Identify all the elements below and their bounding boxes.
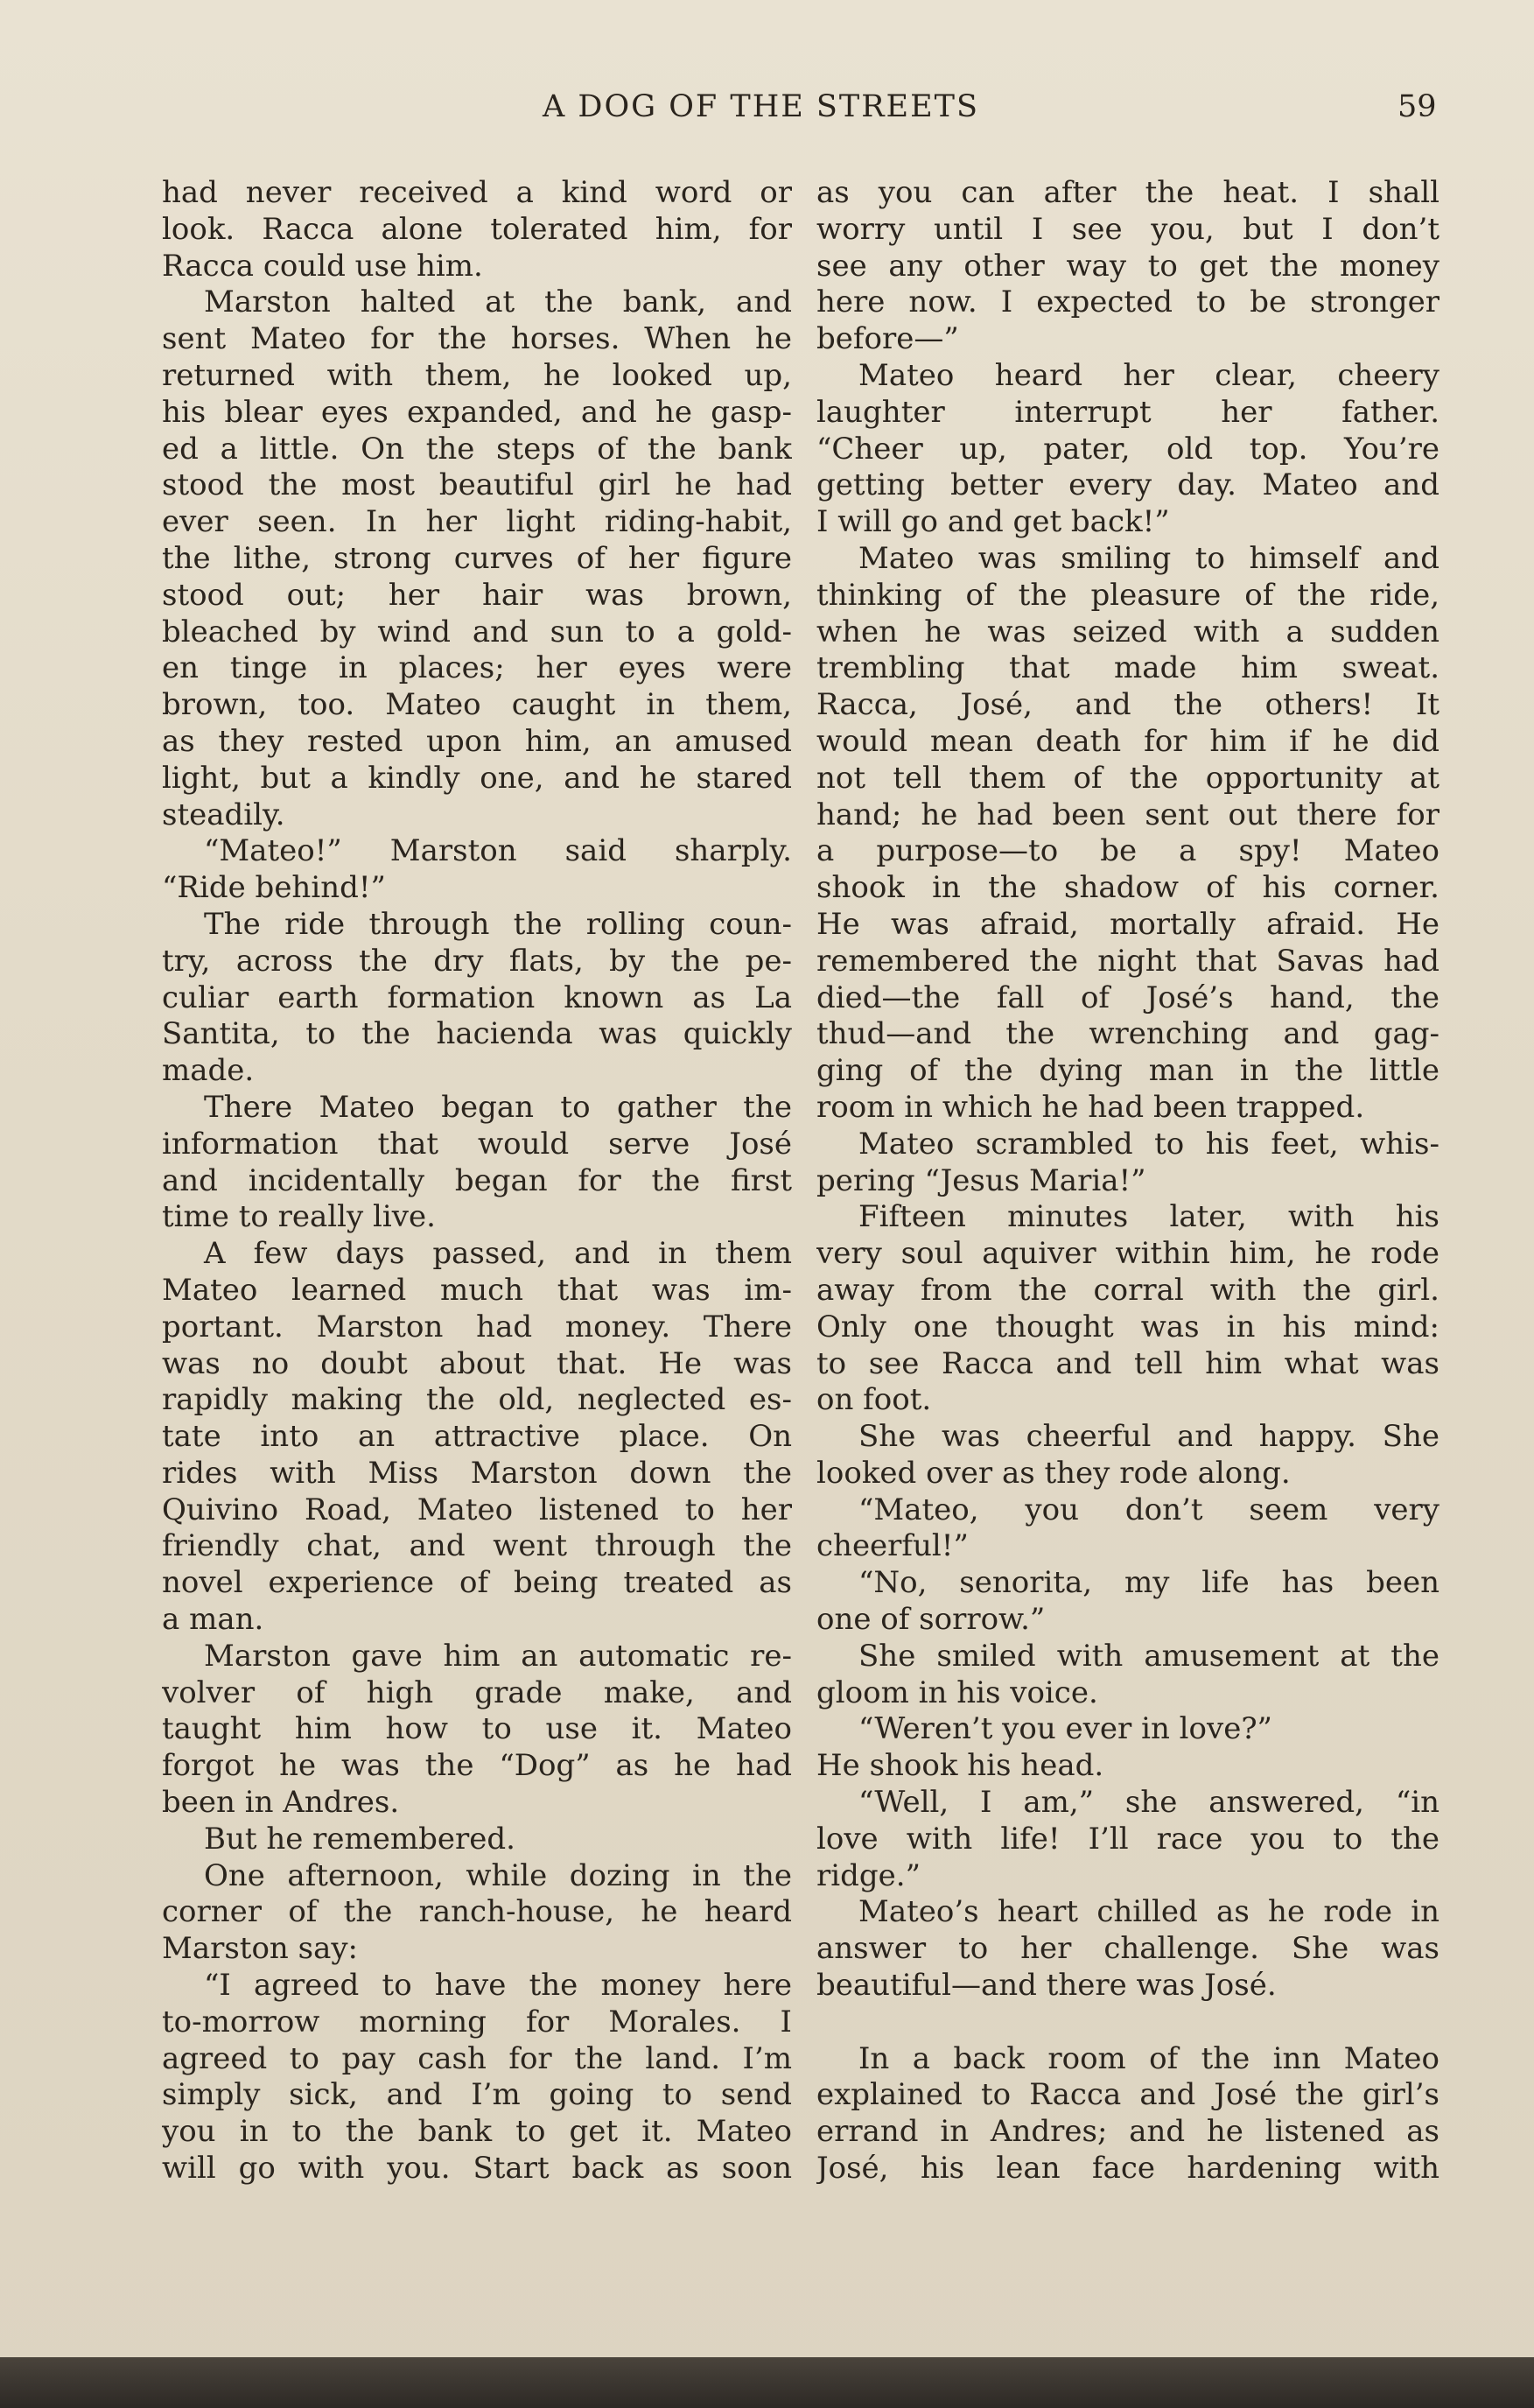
running-title: A DOG OF THE STREETS [543,89,979,124]
text-line: was no doubt about that. He was [162,1345,792,1381]
text-line: forgot he was the “Dog” as he had [162,1748,792,1784]
text-line: Only one thought was in his mind: [816,1309,1439,1344]
text-line: room in which he had been trapped. [816,1089,1365,1125]
text-line: a purpose—to be a spy! Mateo [816,833,1439,869]
text-line: corner of the ranch-house, he heard [162,1894,792,1930]
text-line: to see Racca and tell him what was [816,1345,1439,1381]
text-line: Mateo was smiling to himself and [858,540,1439,576]
text-line: worry until I see you, but I don’t [816,211,1439,247]
text-line: The ride through the rolling coun- [204,906,792,942]
text-line: Marston gave him an automatic re- [204,1638,792,1674]
text-line: agreed to pay cash for the land. I’m [162,2040,792,2076]
text-line: look. Racca alone tolerated him, for [162,211,792,247]
text-line: Mateo scrambled to his feet, whis- [858,1126,1439,1162]
text-line: simply sick, and I’m going to send [162,2077,792,2113]
text-line: ed a little. On the steps of the bank [162,431,792,467]
text-line: as you can after the heat. I shall [816,175,1439,210]
text-line: thinking of the pleasure of the ride, [816,577,1439,613]
text-line: Quivino Road, Mateo listened to her [162,1492,792,1527]
text-line: steadily. [162,797,285,832]
text-line: and incidentally began for the first [162,1162,792,1198]
text-line: will go with you. Start back as soon [162,2151,792,2187]
text-line: try, across the dry flats, by the pe- [162,943,792,979]
text-line: his blear eyes expanded, and he gasp- [162,394,792,430]
text-line: culiar earth formation known as La [162,979,792,1015]
page-number: 59 [1397,89,1437,124]
right-text-column [816,175,1439,2187]
text-line: trembling that made him sweat. [816,650,1439,686]
section-break [816,2004,1439,2041]
text-line: love with life! I’ll race you to the [816,1821,1439,1857]
text-line: a man. [162,1602,264,1638]
text-line: Mateo learned much that was im- [162,1272,792,1308]
text-line: rides with Miss Marston down the [162,1455,792,1491]
text-line: had never received a kind word or [162,175,792,210]
text-line: hand; he had been sent out there for [816,797,1439,832]
text-line: I will go and get back!” [816,504,1170,540]
text-line: He was afraid, mortally afraid. He [816,906,1439,942]
text-line: away from the corral with the girl. [816,1272,1439,1308]
text-line: remembered the night that Savas had [816,943,1439,979]
text-line: when he was seized with a sudden [816,614,1439,649]
text-line: ever seen. In her light riding-habit, [162,504,792,540]
text-line: There Mateo began to gather the [204,1089,792,1125]
text-line: on foot. [816,1382,932,1418]
text-line: “I agreed to have the money here [204,1968,792,2004]
text-line: would mean death for him if he did [816,723,1439,759]
text-line: “Mateo, you don’t seem very [858,1492,1439,1527]
text-line: sent Mateo for the horses. When he [162,321,792,357]
text-line: cheerful!” [816,1528,969,1564]
text-line: In a back room of the inn Mateo [858,2040,1439,2076]
text-line: to-morrow morning for Morales. I [162,2004,792,2039]
text-line: A few days passed, and in them [204,1236,792,1272]
text-line: “No, senorita, my life has been [858,1565,1439,1601]
text-line: time to really live. [162,1199,436,1235]
scan-bottom-edge [0,2357,1534,2408]
text-line: bleached by wind and sun to a gold- [162,614,792,649]
text-line: the lithe, strong curves of her figure [162,540,792,576]
text-line: “Mateo!” Marston said sharply. [204,833,792,869]
text-line: Santita, to the hacienda was quickly [162,1016,792,1052]
text-line: He shook his head. [816,1748,1104,1784]
text-line: answer to her challenge. She was [816,1931,1439,1967]
text-line: information that would serve José [162,1126,792,1162]
text-line: Mateo heard her clear, cheery [858,357,1439,393]
text-line: Racca could use him. [162,248,483,284]
text-line: light, but a kindly one, and he stared [162,760,792,796]
text-line: stood out; her hair was brown, [162,577,792,613]
text-line: been in Andres. [162,1785,400,1821]
text-line: volver of high grade make, and [162,1674,792,1710]
text-line: getting better every day. Mateo and [816,467,1439,503]
text-line: She was cheerful and happy. She [858,1419,1439,1455]
left-text-column [162,175,792,2187]
text-line: returned with them, he looked up, [162,357,792,393]
text-line: Fifteen minutes later, with his [858,1199,1439,1235]
text-line: en tinge in places; her eyes were [162,650,792,686]
text-line: made. [162,1053,255,1089]
text-line: ging of the dying man in the little [816,1053,1439,1089]
text-line: friendly chat, and went through the [162,1528,792,1564]
text-line: But he remembered. [204,1821,515,1857]
text-line: errand in Andres; and he listened as [816,2114,1439,2150]
text-line: thud—and the wrenching and gag- [816,1016,1439,1052]
text-line: beautiful—and there was José. [816,1968,1277,2004]
text-line: laughter interrupt her father. [816,394,1439,430]
text-line: “Well, I am,” she answered, “in [858,1785,1439,1821]
text-line: shook in the shadow of his corner. [816,870,1439,906]
text-line: see any other way to get the money [816,248,1439,284]
text-line: “Cheer up, pater, old top. You’re [816,431,1439,467]
text-line: stood the most beautiful girl he had [162,467,792,503]
text-line: before—” [816,321,959,357]
text-line: Marston halted at the bank, and [204,284,792,320]
text-line: you in to the bank to get it. Mateo [162,2114,792,2150]
text-line: Racca, José, and the others! It [816,687,1439,723]
text-line: not tell them of the opportunity at [816,760,1439,796]
text-line: as they rested upon him, an amused [162,723,792,759]
text-line: José, his lean face hardening with [816,2151,1439,2187]
text-line: novel experience of being treated as [162,1565,792,1601]
text-line: explained to Racca and José the girl’s [816,2077,1439,2113]
text-line: died—the fall of José’s hand, the [816,979,1439,1015]
text-line: tate into an attractive place. On [162,1419,792,1455]
text-line: here now. I expected to be stronger [816,284,1439,320]
text-line: pering “Jesus Maria!” [816,1162,1146,1198]
text-line: Mateo’s heart chilled as he rode in [858,1894,1439,1930]
text-line: looked over as they rode along. [816,1455,1291,1491]
text-line: She smiled with amusement at the [858,1638,1439,1674]
text-line: “Weren’t you ever in love?” [858,1711,1272,1747]
text-line: “Ride behind!” [162,870,386,906]
text-line: very soul aquiver within him, he rode [816,1236,1439,1272]
text-line: ridge.” [816,1857,921,1893]
text-line: portant. Marston had money. There [162,1309,792,1344]
text-line: taught him how to use it. Mateo [162,1711,792,1747]
text-line: gloom in his voice. [816,1674,1098,1710]
text-line: one of sorrow.” [816,1602,1046,1638]
text-line: Marston say: [162,1931,359,1967]
text-line: brown, too. Mateo caught in them, [162,687,792,723]
text-line: One afternoon, while dozing in the [204,1857,792,1893]
running-head [0,89,1534,138]
text-line: rapidly making the old, neglected es- [162,1382,792,1418]
